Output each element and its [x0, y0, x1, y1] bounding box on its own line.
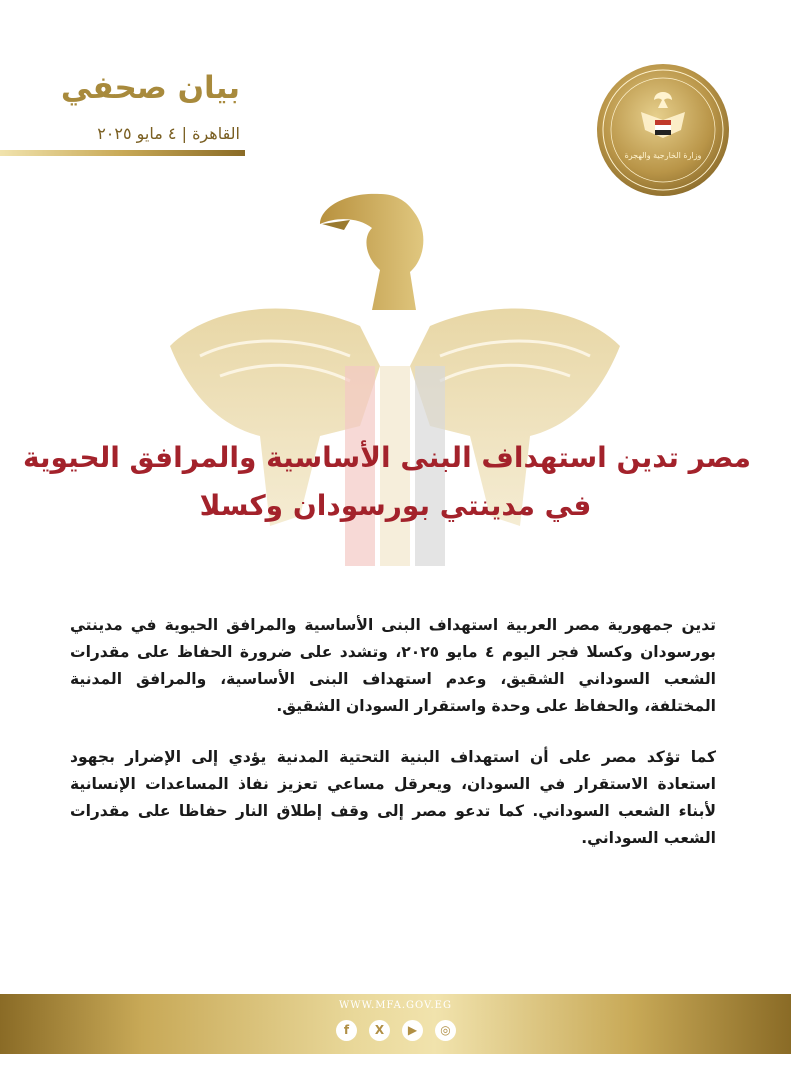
x-icon[interactable]: X: [369, 1020, 390, 1041]
statement-body: [70, 612, 716, 876]
headline-line-2: في مدينتي بورسودان وكسلا: [199, 489, 592, 522]
youtube-icon[interactable]: ▶: [402, 1020, 423, 1041]
location-date-line: القاهرة | ٤ مايو ٢٠٢٥: [97, 124, 240, 143]
instagram-icon[interactable]: ◎: [435, 1020, 456, 1041]
social-links: [336, 1018, 456, 1042]
headline: [23, 434, 751, 530]
logo-text: وزارة الخارجية والهجرة: [624, 151, 702, 160]
ministry-logo: [595, 62, 731, 198]
paragraph-1: تدين جمهورية مصر العربية استهداف البنى الأساسية والمرافق الحيوية في مدينتي بورسودان وكسلا فجر اليوم ٤ مايو ٢٠٢٥، وتشدد على ضرورة الحفاظ على مقدرات الشعب السوداني الشقيق، وعدم استهداف البنى الأساسية، والمرافق المدنية المختلفة، والحفاظ على وحدة واستقرار السودان الشقيق.: [70, 616, 716, 715]
website-url[interactable]: WWW.MFA.GOV.EG: [339, 1000, 452, 1011]
headline-line-1: مصر تدين استهداف البنى الأساسية والمرافق الحيوية: [23, 441, 751, 474]
header-divider: [0, 150, 245, 156]
document-type-title: بيان صحفي: [60, 70, 240, 106]
paragraph-2: كما تؤكد مصر على أن استهداف البنية التحتية المدنية يؤدي إلى الإضرار بجهود استعادة الاستقرار في السودان، ويعرقل مساعي تعزيز نفاذ المساعدات الإنسانية لأبناء الشعب السوداني. كما تدعو مصر إلى وقف إطلاق النار حفاظا على مقدرات الشعب السوداني.: [70, 748, 716, 847]
facebook-icon[interactable]: f: [336, 1020, 357, 1041]
